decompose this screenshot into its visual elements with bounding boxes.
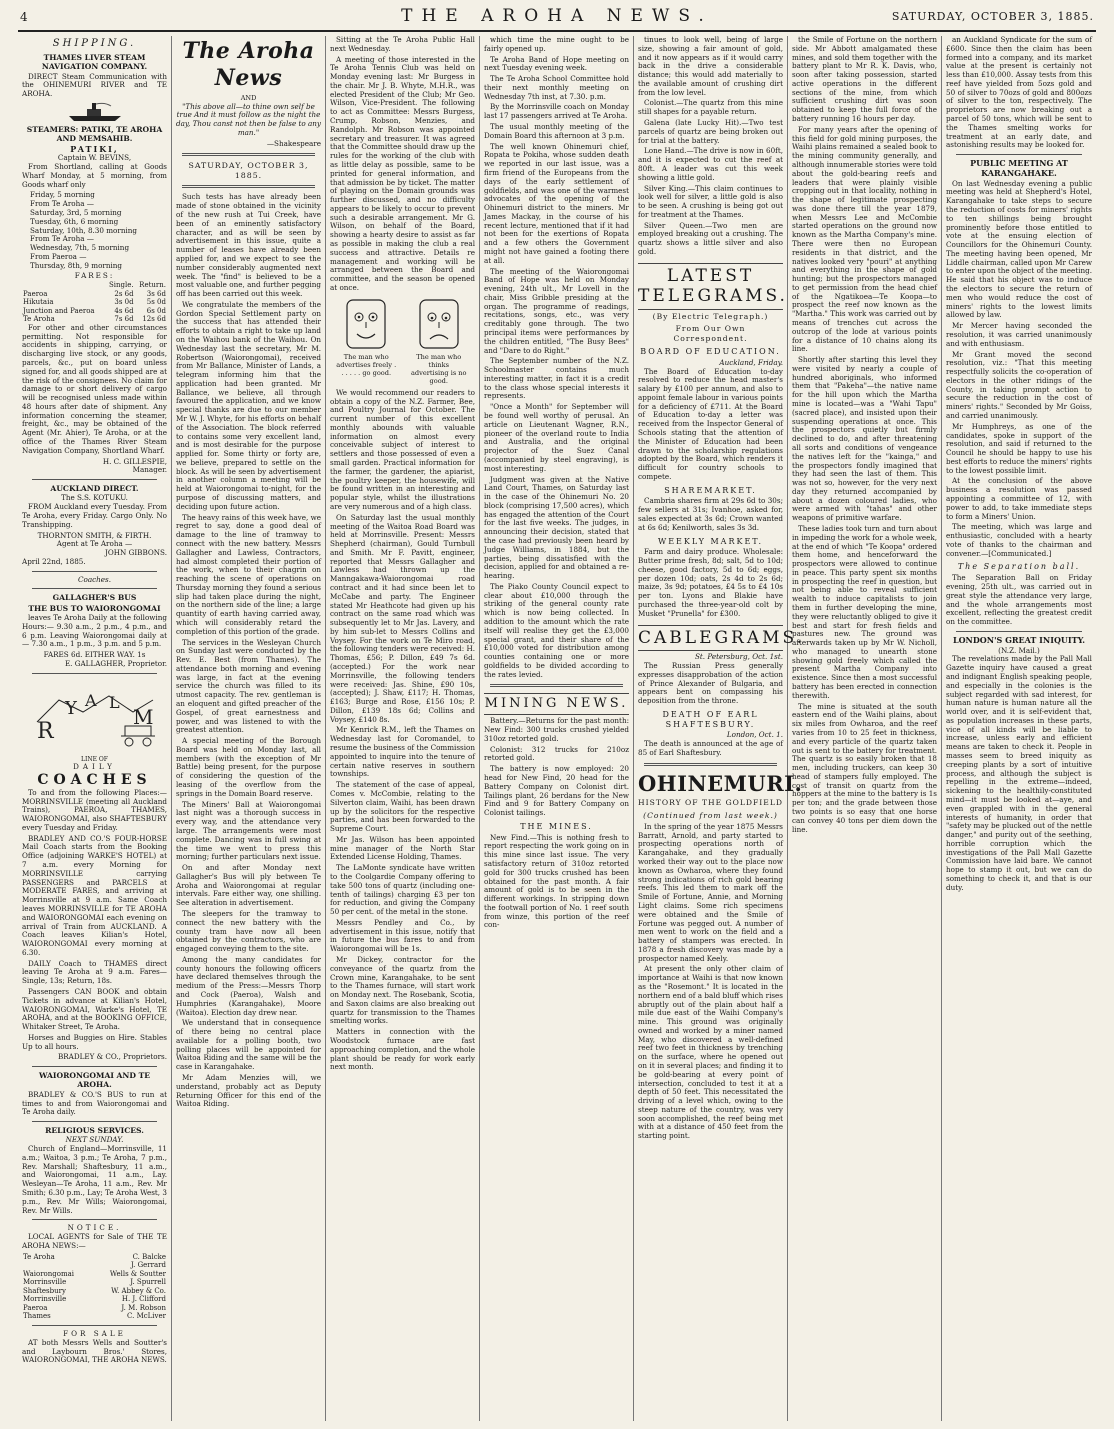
paragraph: The September number of the N.Z. Schoolmaster contains much interesting matter, in fact it is a credit to the class whose special interests it represents.	[484, 356, 629, 401]
board-heading: BOARD OF EDUCATION.	[640, 346, 781, 356]
agent-place: Waiorongomai	[23, 1269, 75, 1278]
table-row	[22, 1253, 167, 1262]
agent-place: Thames	[23, 1312, 51, 1321]
agent-place: Shaftesbury	[23, 1286, 66, 1295]
paragraph: Mr Humphreys, as one of the candidates, spoke in support of the resolution, and said if returned to the Council he should be happy to use his best efforts to reduce the miners' rights to the lowest possible limit.	[946, 421, 1092, 475]
paragraph: New Find.—This is nothing fresh to report respecting the work going on in this mine since last issue. The very satisfactory return of 310oz retorted gold for 300 trucks crushed has been obtained for the past month. A fair amount of gold is to be seen in the different workings. In stripping down the footwall portion of No. 1 reef south from winze, this portion of the reef con-	[484, 832, 629, 930]
divider	[32, 588, 157, 589]
paragraph: Farm and dairy produce. Wholesale: Butter prime fresh, 8d; salt, 5d to 10d; cheese, good factory, 5d to 6d; eggs, per dozen 10d; oats, 2s 4d to 2s 6d; maize, 3s 9d; potatoes, £4 5s to £4 10s per ton. Lyons and Blakie have purchased the three-year-old colt by Musket "Prunella" for £300.	[638, 547, 783, 618]
london-sub: (N.Z. Mail.)	[998, 645, 1040, 655]
paragraph: "Once a Month" for September will be found well worthy of perusal. An article on Lieutenant Wagner, R.N., pioneer of the overland route to India and Australia, and the original projector of the Suez Canal (accompanied by steel engraving), is most interesting.	[484, 402, 629, 473]
agent-place: Te Aroha	[23, 1252, 55, 1261]
page-number: 4	[20, 10, 29, 24]
weekly-market-heading: WEEKLY MARKET.	[657, 536, 763, 546]
kotuku-agent-name: JOHN GIBBONS.	[104, 548, 167, 558]
paragraph: Among the many candidates for county honours the following officers have declared themselves through the medium of the Press:—Messrs Thorp and Cock (Paeroa), Walsh and Humphries (Karangahake), Moore (Waitoa). Election day drew near.	[176, 954, 321, 1017]
agent-person: C. Balcke	[132, 1252, 166, 1261]
paragraph: The meeting of the Waiorongomai Band of Hope was held on Monday evening, 24th ult., Mr Lovell in the chair, Miss Gribble presiding at the organ. The programme of readings, recitations, songs, etc., was very creditably gone through. The two principal items were performances by the children entitled, "The Busy Bees" and "Dare to do Right."	[484, 266, 629, 355]
masthead	[18, 4, 1096, 32]
schedule-line: Tuesday, 6th, 6 morning	[30, 216, 119, 226]
schedule-line: Thursday, 8th, 9 morning	[30, 260, 122, 270]
divider	[32, 479, 157, 480]
fare-return: 3s 6d	[146, 289, 166, 298]
paper-title: THE AROHA NEWS.	[401, 6, 713, 26]
paragraph: Cambria shares firm at 29s 6d to 30s; few sellers at 31s; Ivanhoe, asked for, sales expected at 3s 6d; Crown wanted at 6s 6d; Kenilworth, sales 3s 3d.	[638, 496, 783, 532]
gallagher-heading: GALLAGHER'S BUS	[52, 593, 137, 603]
column-4	[480, 36, 634, 1421]
schedule-line: Saturday, 10th, 8.30 morning	[30, 225, 137, 235]
shipping-heading: SHIPPING.	[52, 38, 137, 49]
paragraph: Mr Kenrick R.M., left the Thames on Wednesday last for Coromandel, to resume the business of the Commission appointed to inquire into the tenure of certain native reserves in southern townships.	[330, 725, 475, 779]
fares-header-row	[22, 281, 167, 290]
table-row	[22, 1304, 167, 1313]
divider	[32, 1219, 157, 1220]
paragraph: Mr Grant moved the second resolution, viz.: "That this meeting respectfully solicits the co-operation of electors in the other ridings of the County, in taking prompt action to secure the reduction in the cost of miners' rights." Seconded by Mr Goiss, and carried unanimously.	[946, 349, 1092, 420]
mining-news-heading: MINING NEWS.	[484, 693, 629, 715]
fares-table	[22, 281, 167, 324]
schedule-line: From Te Aroha —	[30, 234, 94, 244]
paragraph: The Piako County Council expect to clear about £10,000 through the striking of the general county rate which is now being collected. In addition to the amount which the rate itself will realise they get the £3,000 special grant, and their share of the £10,000 voted for distribution among counties containing one or more goldfields to be divided according to the rates levied.	[484, 581, 629, 679]
divider	[32, 1325, 157, 1326]
paragraph: The mine is situated at the south eastern end of the Waihi plains, about six miles from Owharoa, and the reef varies from 10 to 25 feet in thickness, and every particle of the quartz taken out is sent to the battery for treatment. The quartz is so easily broken that 18 men, including truckers, can keep 30 head of stampers fully employed. The cost of transit on quartz from the hoppers at the mine to the battery is 1s per ton; and the grade between those two points is so easy that one horse can convey 40 tons per diem down the line.	[792, 701, 937, 834]
paragraph: Messrs Pendley and Co., by advertisement in this issue, notify that in future the bus fares to and from Waiorongomai will be 1s.	[330, 917, 475, 954]
paragraph: The LaMonte syndicate have written to the Coolgardie Company offering to take 500 tons of quartz (including one-tenth of tailings) charging £3 per ton for reduction, and giving the Company 50 per cent. of the metal in the stone.	[330, 863, 475, 917]
columns	[18, 36, 1096, 1421]
paragraph: Sitting at the Te Aroha Public Hall next Wednesday.	[330, 35, 475, 53]
column-6	[788, 36, 942, 1421]
latest-telegrams-heading: LATEST TELEGRAMS.	[638, 263, 783, 310]
shaftesbury-heading: DEATH OF EARL SHAFTESBURY.	[662, 709, 759, 729]
table-row	[22, 1270, 167, 1279]
paragraph: The revelations made by the Pall Mall Gazette inquiry have caused a great and indignant English speaking people, and especially in the colonies is the subject regarded with sad interest, for human nature is human nature all the world over, and it is self-evident that, as population increases in these parts, vice of all kinds will be liable to increase, unless early and efficient means are taken to check it. People in masses seem to breed iniquity as creeping plants by a sort of intuitive process, and although the subject is repelling in the extreme—indeed, sickening to the healthily-constituted mind—it must be looked at—aye, and even grappled with in the general interests of humanity, in order that "safety may be plucked out of the nettle danger," and purity out of the seething, horrible corruption which the investigations of the Pall Mall Gazette Commission have laid bare. We cannot hope to stamp it out, but we can do something to check it, and that is our duty.	[946, 654, 1092, 892]
fare-return: 5s 0d	[146, 298, 166, 307]
paragraph: By the Morrinsville coach on Monday last 17 passengers arrived at Te Aroha.	[484, 102, 629, 121]
fare-place: Junction and Paeroa	[23, 306, 95, 315]
paragraph: The meeting, which was large and enthusiastic, concluded with a hearty vote of thanks to the chairman and convener.—[Communicated.]	[946, 522, 1092, 558]
happy-face-panel	[336, 297, 396, 385]
paragraph: We congratulate the members of the Gordon Special Settlement party on the success that has attended their efforts to obtain a right to take up land on the Waihou bank of the Waihou. On Wednesday last the secretary, Mr M. Robertson (Waiorongomai), received from Mr Ballance, Minister of Lands, a telegram informing him that the application had been granted. Mr Ballance, we believe, all through favoured the application, and we know special thanks are due to our member Mr W. J. Whyte, for his efforts on behalf of the Association. The block referred to contains some very excellent land, and is most desirable for the purpose applied for. Some thirty or forty are, we believe, prepared to settle on the block. As will be seen by advertisement in another column a meeting will be held at Waiorongomai to-night, for the purpose of discussing matters, and deciding upon future action.	[176, 299, 321, 511]
paragraph: The Board of Education to-day resolved to reduce the head master's salary by £100 per annum, and also to appoint female labour in various points for a deficiency of £711. At the Board of Education to-day a letter was received from the Inspector General of Schools stating that the attention of the Minister of Education had been drawn to the scholarship regulations adopted by the Board, which renders it difficult for country schools to compete.	[638, 366, 783, 481]
paragraph: These ladies took turn and turn about in impeding the work for a whole week, at the end of which "Te Koopa" ordered them home, and henceforward the prospectors were allowed to continue in peace. This party spent six months in prospecting the reef in question, but not being able to reveal sufficient wealth to induce capitalists to join them in further developing the mine, they were reluctantly obliged to give it best and start for fresh fields and pastures new. The ground was afterwards taken up by Mr W. Nicholl, who managed to unearth stone showing gold freely which called the present Martha Company into existence. Since then a most successful battery has been erected in connection therewith.	[792, 523, 937, 700]
paragraph: Such tests has have already been made of stone obtained in the vicinity of the new rush at Tui Creek, have been of an eminently satisfactory character, and as will be seen by advertisement in this issue, quite a number of leases have already been applied for, and we expect to see the number considerably augmented next week. The "find" is believed to be a most valuable one, and further pegging off has been carried out this week.	[176, 192, 321, 299]
ohinemuri-subtitle: HISTORY OF THE GOLDFIELD	[638, 798, 783, 808]
divider	[956, 631, 1082, 632]
forsale-text: AT both Messrs Wells and Soutter's and Laybourn Bros.' Stores, WAIORONGOMAI, THE AROHA NEWS.	[22, 1337, 167, 1365]
gallagher-proprietor: E. GALLAGHER, Proprietor.	[64, 658, 167, 668]
paragraph: At present the only other claim of importance at Waihi is that now known as the "Rosemont." It is located in the northern end of a bald bluff which rises abruptly out of the plain about half a mile due east of the Waihi Company's mine. This ground was originally owned and worked by a miner named May, who discovered a well-defined reef two feet in thickness by trenching on the surface, where he opened out on it in several places; and finding it to be gold-bearing at every point of intersection, concluded to test it at a depth of 50 feet. This necessitated the driving of a level which, owing to the steep nature of the country, was very soon accomplished, the reef being met with at a distance of 450 feet from the starting point.	[638, 964, 783, 1141]
paragraph: For many years after the opening of this field for gold mining purposes, the Waihi plains remained a sealed book to the mining community generally, and although innumerable stories were told about the gold-bearing reefs and leaders that were plainly visible cropping out in that locality, nothing in the shape of legitimate prospecting was done there till the year 1879, when Messrs Lee and McCombie started operations on the ground now known as the Martha Company's mine. There were then no European residents in that district, and the natives looked very "pouri" at anything and everything in the shape of gold hunting; but the prospectors managed to get permission from the head chief of the Ngatikoea—Te Koopa—to prospect the reef now known as the "Martha." This work was carried out by means of trenches cut across the outcrop of the lode at various points for a distance of 10 chains along its line.	[792, 124, 937, 354]
paragraph: Shortly after starting this level they were visited by nearly a couple of hundred aboriginals, who informed them that "Pakeha"—the native name for the hill upon which the Martha mine is located—was a "Wahi Tapu" (sacred place), and insisted upon their suspending operations at once. This the prospectors quietly but firmly declined to do, and after threatening all sorts and conditions of vengeance the natives left for the "kainga," and the prospectors fondly imagined that they had seen the last of them. This was not so, however, for the very next day they returned accompanied by about a dozen coloured ladies, who were armed with "tahas" and other weapons of primitive warfare.	[792, 355, 937, 523]
patiki-name: PATIKI,	[70, 143, 119, 154]
table-row	[22, 307, 167, 316]
column-5	[634, 35, 805, 1421]
paragraph: A meeting of those interested in the Te Aroha Tennis Club was held on Monday evening last: Mr Burgess in the chair. Mr J. B. Whyte, M.H.R., was elected President of the Club; Mr Geo. Wilson, Vice-President. The following to act as Committee: Messrs Burgess, Crump, Robson, Menzies, and Randolph. Mr Robson was appointed secretary and treasurer. It was agreed that the Committee should draw up the rules for the working of the club with as little delay as possible, same to be printed for general information, and that admission be by ticket. The matter of playing on the Domain grounds was further discussed, and no difficulty appears to be likely to occur to prevent such a desirable arrangement. Mr G. Wilson, on behalf of the Board, showing a hearty desire to assist as far as possible in making the club a real success and attractive. Details re management and working will be arranged between the Board and committee, and the season be opened at once.	[330, 54, 475, 292]
paragraph: Colonist: 312 trucks for 210oz retorted gold.	[484, 744, 629, 763]
svg-text:Y: Y	[64, 697, 77, 719]
divider	[490, 684, 623, 687]
divider	[32, 673, 157, 674]
table-row	[22, 1278, 167, 1287]
forsale-heading: FOR SALE	[63, 1328, 126, 1338]
fares-col-return: Return.	[139, 281, 166, 290]
shaftesbury-place: London, Oct. 1.	[726, 730, 783, 740]
paragraph: At the conclusion of the above business a resolution was passed appointing a committee of 12, with power to add, to take immediate steps to form a Miners' Union.	[946, 476, 1092, 521]
royal-mail-coach-emblem	[25, 678, 165, 754]
divider	[644, 763, 777, 766]
next-sunday: NEXT SUNDAY.	[65, 1135, 124, 1145]
divider	[32, 1121, 157, 1122]
table-row	[22, 1261, 167, 1270]
table-row	[22, 1287, 167, 1296]
steamer-icon	[65, 102, 125, 122]
fare-place: Hikutaia	[23, 298, 54, 307]
fare-return: 12s 6d	[142, 315, 166, 324]
divider	[182, 185, 315, 188]
editorial-dateline: SATURDAY, OCTOBER 3, 1885.	[188, 161, 309, 180]
happy-face-caption: The man who advertises freely . . . . . . go good.	[336, 352, 397, 377]
mail-line-of: LINE OF	[81, 755, 108, 763]
agent-role: Manager.	[132, 465, 167, 475]
editorial-and: AND	[240, 93, 257, 102]
paragraph: The battery is now employed: 20 head for New Find, 20 head for the Battery Company on Colonist dirt. Tailings plant, 26 berdans for the New Find and 9 for Battery Company on Colonist tailings.	[484, 764, 629, 818]
paragraph: the Smile of Fortune on the northern side. Mr Abbott amalgamated these mines, and sold them together with the battery plant to Mr R. K. Davis, who, soon after taking possession, started active operations in the different sections of the mine, from which sufficient crushing dirt was soon obtained to keep the full force of the battery running 16 hours per day.	[792, 35, 937, 124]
issue-date: SATURDAY, OCTOBER 3, 1885.	[891, 10, 1094, 23]
paragraph: The statement of the case of appeal, Comes v. McCombie, relating to the Silverton claim, Waihi, has been drawn up by the solicitors for the respective parties, and has been forwarded to the Supreme Court.	[330, 780, 475, 834]
schedule-line: Saturday, 3rd, 5 morning	[30, 207, 122, 217]
sad-face-caption: The man who thinks advertising is no good.	[410, 352, 467, 385]
shipping-notice-text: For other and other circumstances permitting. Not responsible for accidents in shipping, carrying, or discharging live stock, or any goods, parcels, &c., put on board unless signed for, and all goods shipped are at the risk of the consignees. No claim for damage to or short delivery of cargo will be recognised unless made within 48 hours after date of shipment. Any information concerning the steamer, freight, &c., may be obtained of the Agent (Mr. Ahier), Te Aroha, or at the office of the Thames River Steam Navigation Company, Shortland Wharf.	[22, 322, 167, 455]
cablegrams-heading: CABLEGRAMS.	[638, 625, 783, 652]
column-3	[326, 36, 480, 1421]
agent-name: H. C. GILLESPIE,	[102, 456, 167, 466]
agents-table	[22, 1253, 167, 1321]
paragraph: The usual monthly meeting of the Domain Board this afternoon at 3 p.m.	[484, 122, 629, 140]
schedule-line: Friday, 5 morning	[30, 190, 95, 200]
divider	[956, 154, 1082, 155]
editorial-title: The Aroha News	[182, 38, 315, 91]
paragraph: The Russian Press generally expresses disapprobation of the action of Prince Alexander of Bulgaria, and appears bent on compassing his deposition from the throne.	[638, 661, 783, 706]
paragraph: On and after Monday next Gallagher's Bus will ply between Te Aroha and Waiorongomai at regular intervals. Fare either way, one shilling. See alteration in advertisement.	[176, 863, 321, 908]
paragraph: which time the mine ought to be fairly opened up.	[484, 35, 629, 53]
column-1-shipping	[18, 36, 172, 1421]
schedule-intro: From Shortland, calling at Goods Wharf Monday, at 5 morning, from Goods wharf only	[22, 162, 167, 189]
telegrams-sub: (By Electric Telegraph.)	[652, 312, 769, 322]
paragraph: Judgment was given at the Native Land Court, Thames, on Saturday last in the case of the Ohinemuri No. 20 block (comprising 17,500 acres), which has engaged the attention of the Court for the last five weeks. The judges, in announcing their decision, stated that the case had previously been heard by Judge Williams, in 1884, but the parties, being dissatisfied with the decision, applied for and obtained a re-hearing.	[484, 474, 629, 581]
fare-single: 4s 6d	[114, 306, 134, 315]
fare-place: Te Aroha	[23, 315, 55, 324]
kotuku-name: The S.S. KOTUKU.	[61, 493, 128, 503]
public-meeting-heading: PUBLIC MEETING AT KARANGAHAKE.	[970, 158, 1068, 178]
editorial-motto: "This above all—to thine own self be true And it must follow as the night the day, Thou canst not then be false to any man."	[176, 101, 321, 137]
kotuku-agents: THORNTON SMITH, & FIRTH.	[37, 530, 152, 540]
divider	[32, 571, 157, 572]
fare-single: 2s 6d	[114, 289, 134, 298]
paragraph: Silver Queen.—Two men are employed breaking out a crushing. The quartz shows a little silver and also gold.	[638, 220, 783, 256]
cable-place: St. Petersburg, Oct. 1st.	[694, 652, 783, 662]
fares-heading: FARES:	[74, 271, 115, 281]
schedule-line: From Paeroa —	[30, 251, 87, 261]
religious-text: Church of England—Morrinsville, 11 a.m.; Waitoa, 3 p.m.; Te Aroha, 7 p.m., Rev. Marshall; Shaftesbury, 11 a.m., and Waiorongomai, 11 a.m., Lay. Wesleyan—Te Aroha, 11 a.m., Rev. Mr Smith; 6.30 p.m., Lay; Te Aroha West, 3 p.m., Rev. Mr Wills; Waiorongomai, Rev. Mr Wills.	[22, 1144, 167, 1215]
gallagher-fares: FARES 6d. EITHER WAY. 1s	[43, 650, 146, 660]
paragraph: On Saturday last the usual monthly meeting of the Waitoa Road Board was held at Morrinsville. Present: Messrs Shepherd (chairman), Gould Turnbull and Smith. Mr F. Pavitt, engineer, reported that Messrs Gallagher and Lawless had thrown up the Manngakawa-Waiorongomai road contract and it had since been let to McCabe and party. The Engineer stated Mr Heathcote had given up his contract on the same road which was subsequently let to Mr Jas. Lavery, and by him sub-let to Messrs Collins and Voysey. For the work on Te Miro road, the following tenders were received: H. Thomas, £56; P. Dillon, £49 7s 6d. (accepted.) For the work near Morrinsville, the following tenders were received: Jas. Shine, £90 10s, (accepted); J. Shaw, £117; H. Thomas, £163; Burge and Rose, £156 10s; P. Dillon, £139 18s 6d; Collins and Voysey, £140 8s.	[330, 512, 475, 724]
sharemarket-heading: SHAREMARKET.	[664, 485, 757, 495]
paragraph: Mr Dickey, contractor for the conveyance of the quartz from the Crown mine, Karangahake, to be sent to the Thames furnace, will start work on Monday next. The Rosebank, Scotia, and Saxon claims are also breaking out quartz for transmission to the Thames smelting works.	[330, 955, 475, 1026]
agent-person: J. Spurrell	[130, 1278, 166, 1287]
schedule-line: From Te Aroha —	[30, 199, 94, 209]
mail-daily: DAILY	[73, 761, 116, 771]
table-row	[22, 1312, 167, 1321]
paragraph: Mr Adam Menzies will, we understand, probably act as Deputy Returning Officer for this end of the Waitoa Riding.	[176, 1073, 321, 1109]
sad-face-panel	[409, 297, 469, 385]
agent-person: J. M. Robson	[121, 1303, 166, 1312]
kotuku-agent-at: Agent at Te Aroha —	[56, 539, 133, 549]
svg-text:R: R	[36, 718, 54, 744]
the-mines-heading: THE MINES.	[520, 821, 593, 831]
separation-ball-heading: The Separation ball.	[957, 562, 1081, 572]
table-row	[22, 1295, 167, 1304]
divider	[182, 153, 315, 156]
agent-place: Paeroa	[23, 1303, 48, 1312]
schedule-lines	[22, 191, 167, 270]
schedule-line: Wednesday, 7th, 5 morning	[30, 243, 130, 253]
notice-agents-text: LOCAL AGENTS for Sale of THE TE AROHA NEWS:—	[22, 1232, 167, 1250]
paragraph: The services in the Wesleyan Church on Sunday last were conducted by the Rev. E. Best (from Thames). The attendance both morning and evening was large, in fact at the evening service the church was filled to its utmost capacity. The rev. gentleman is an eloquent and gifted preacher of the Gospel, of great earnestness and power, and was listened to with the greatest attention.	[176, 637, 321, 735]
fare-single: 7s 6d	[114, 315, 134, 324]
agent-place	[22, 1261, 91, 1270]
mail-coaches: COACHES	[37, 771, 152, 788]
advertising-faces-illustration	[330, 297, 475, 385]
paragraph: Galena (late Lucky Hit).—Two test parcels of quartz are being broken out for trial at the battery.	[638, 118, 783, 145]
bradley-proprietors: BRADLEY & CO., Proprietors.	[57, 1052, 167, 1062]
agent-person: C. McLiver	[127, 1312, 166, 1321]
paragraph: The Separation Ball on Friday evening, 25th ult., was carried out in great style the attendance very large, and the whole arrangements most excellent, reflecting the greatest credit on the committee.	[946, 573, 1092, 627]
ohinemuri-continued: (Continued from last week.)	[643, 810, 778, 820]
paragraph: The Te Aroha School Committee hold their next monthly meeting on Wednesday 7th inst, at 7.30. p.m.	[484, 74, 629, 101]
bus-heading: WAIORONGOMAI AND TE AROHA.	[38, 1071, 151, 1090]
telegrams-from: From Our Own Correspondent.	[673, 324, 748, 343]
bus-text: BRADLEY & CO.'S BUS to run at times to and from Waiorongomai and Te Aroha daily.	[22, 1089, 167, 1117]
kotuku-date: April 22nd, 1885.	[22, 556, 86, 566]
patiki-captain: Captain W. BEVINS,	[57, 153, 132, 163]
paragraph: The Miners' Ball at Waiorongomai last night was a thorough success in every way, and the attendance very large. The arrangements were most complete. Dancing was in full swing at the time we went to press this morning; further particulars next issue.	[176, 799, 321, 862]
frowning-face-icon	[417, 297, 461, 351]
gallagher-text: leaves Te Aroha Daily at the following Hours:— 9.30 a.m., 2 p.m., 4 p.m., and 6 p.m. Leaving Waiorongomai daily at— 7.30 a.m., 1 p.m., 3 p.m. and 5 p.m.	[22, 612, 167, 649]
paragraph: Lone Hand.—The drive is now in 60ft, and it is expected to cut the reef at 80ft. A leader was cut this week showing a little gold.	[638, 146, 783, 182]
board-place: Auckland, Friday.	[719, 357, 783, 367]
agent-person: H. J. Clifford	[121, 1295, 166, 1304]
svg-text:M: M	[132, 704, 153, 729]
daily-coach-text: DAILY Coach to THAMES direct leaving Te Aroha at 9 a.m. Fares—Single, 13s; Return, 18s.	[22, 958, 167, 986]
smiling-face-icon	[344, 297, 388, 351]
paragraph: The death is announced at the age of 85 of Earl Shaftesbury.	[638, 739, 783, 758]
kotuku-text: FROM Auckland every Tuesday. From Te Aroha, every Friday. Cargo Only. No Transhipping.	[22, 502, 167, 529]
motto-attribution: —Shakespeare	[266, 138, 321, 148]
paragraph: Colonist.—The quartz from this mine still shapes for a payable return.	[638, 98, 783, 117]
auckland-direct-heading: AUCKLAND DIRECT.	[50, 484, 139, 494]
religious-heading: RELIGIOUS SERVICES.	[45, 1126, 144, 1136]
fares-col-single: Single.	[108, 281, 134, 290]
ohinemuri-heading: OHINEMURI.	[638, 770, 803, 796]
paragraph: Te Aroha Band of Hope meeting on next Tuesday evening week.	[484, 54, 629, 73]
booking-text: Passengers CAN BOOK and obtain Tickets in advance at Kilian's Hotel, WAIORONGOMAI, Warke's Hotel, TE AROHA, and at the BOOKING OFFICE, Whitaker Street, Te Aroha.	[22, 986, 167, 1032]
agent-place: Morrinsville	[23, 1295, 67, 1304]
fare-return: 6s 0d	[146, 306, 166, 315]
paragraph: an Auckland Syndicate for the sum of £600. Since then the claim has been formed into a company, and its market value at the present is certainly not less than £10,000. Assay tests from this reef have yielded from 5ozs gold and 50 of silver to 70ozs of gold and 800ozs of silver to the ton, respectively. The proprietors are now breaking out a parcel of 50 tons, which will be sent to the Thames smelting works for treatment at an early date, and astonishing results may be looked for.	[946, 35, 1092, 150]
paragraph: Mr Jas. Wilson has been appointed mine manager of the North Star Extended License Holding, Thames.	[330, 834, 475, 862]
table-row	[22, 298, 167, 307]
divider	[32, 1066, 157, 1067]
paragraph: tinues to look well, being of large size, showing a fair amount of gold, and it now appears as if it would carry back in the drive a considerable distance; this would add materially to the available amount of crushing dirt from the low level.	[638, 35, 783, 97]
paragraph: We would recommend our readers to obtain a copy of the N.Z. Farmer, Bee, and Poultry Journal for October. The current number of this excellent monthly abounds with valuable information on almost every conceivable subject of interest to settlers and those possessed of even a small garden. Practical information for the farmer, the gardener, the apiarist, the poultry keeper, the housewife, will be found written in an interesting and popular style, whilst the illustrations are very numerous and of a high class.	[330, 387, 475, 511]
column-2-editorial	[172, 36, 326, 1421]
fare-single: 3s 0d	[114, 298, 134, 307]
fare-place: Paeroa	[23, 289, 48, 298]
svg-text:A: A	[84, 690, 97, 710]
steamers-list: STEAMERS: PATIKI, TE AROHA AND MEMSAHIB.	[26, 125, 163, 144]
paragraph: Battery.—Returns for the past month: New Find: 300 trucks crushed yielded 310oz retorted gold.	[484, 716, 629, 743]
paragraph: Matters in connection with the Woodstock furnace are fast approaching completion, and the whole plant should be ready for work early next month.	[330, 1027, 475, 1072]
horses-text: Horses and Buggies on Hire. Stables Up to all hours.	[22, 1032, 167, 1051]
column-7	[942, 36, 1096, 1421]
mail-text: To and from the following Places:— MORRINSVILLE (meeting all Auckland Trains), PAEROA, THAMES, WAIORONGOMAI, also SHAFTESBURY every Tuesday and Friday.	[22, 787, 167, 832]
agent-person: J. Gerrard	[130, 1261, 166, 1270]
agent-person: Wells & Soutter	[109, 1269, 166, 1278]
agent-person: W. Abbey & Co.	[111, 1286, 166, 1295]
coaches-heading: Coaches.	[78, 574, 111, 584]
paragraph: On last Wednesday evening a public meeting was held at Shepherd's Hotel, Karangahake to take steps to secure the reduction of costs for miners' rights to ten shillings being brought prominently before those entitled to vote at the ensuing election of Councillors for the Ohinemuri County. The meeting having been opened, Mr Liddle chairman, called upon Mr Carew to enter upon the object of the meeting. He said that his object was to induce the electors to secure the return of men who would reduce the cost of miners' rights to the lowest limits allowed by law.	[946, 178, 1092, 320]
gallagher-sub: THE BUS TO WAIORONGOMAI	[28, 603, 161, 613]
paragraph: The heavy rains of this week have, we regret to say, done a good deal of damage to the line of tramway to connect with the new battery. Messrs Gallagher and Lawless, Contractors, had almost completed their portion of the work, when to their chagrin on reaching the scene of operations on Thursday morning they found a serious slip had taken place during the night, on the northern side of the line; a large quantity of earth having carried away, which will considerably retard the completion of this portion of the grade.	[176, 512, 321, 636]
agent-place: Morrinsville	[23, 1278, 67, 1287]
paragraph: A special meeting of the Borough Board was held on Monday last, all members (with the exception of Mr Battle) being present, for the purpose of considering the question of the leasing of the overflow from the springs in the Domain Board reserve.	[176, 736, 321, 798]
table-row	[22, 290, 167, 299]
paragraph: The well known Ohinemuri chief, Ropata te Pokiha, whose sudden death we reported in our last issue, was a firm friend of the Europeans from the days of the early settlement of goldfields, and was one of the warmest advocates of the opening of the Ohinemuri district to the miners. Mr James Mackay, in the course of his recent lecture, mentioned that if it had not been for the exertions of Ropata and a few others the Government might not have gained a footing there at all.	[484, 141, 629, 265]
company-name: THAMES LIVER STEAM NAVIGATION COMPANY.	[41, 53, 148, 72]
svg-text:L: L	[108, 692, 120, 712]
london-heading: LONDON'S GREAT INIQUITY.	[952, 634, 1086, 645]
paragraph: Mr Mercer having seconded the resolution, it was carried unanimously and with enthusiasm.	[946, 321, 1092, 348]
company-intro: DIRECT Steam Communication with the OHINEMURI RIVER and TE AROHA.	[22, 71, 167, 99]
paragraph: The sleepers for the tramway to connect the new battery with the county tram have now all been obtained by the contractors, who are engaged conveying them to the site.	[176, 908, 321, 954]
paragraph: We understand that in consequence of there being no central place available for a polling booth, two polling places will be appointed for Waitoa Riding and the same will be the case in Karangahake.	[176, 1018, 321, 1072]
paragraph: Silver King.—This claim continues to look well for silver, a little gold is also to be seen. A crushing is being got out for treatment at the Thames.	[638, 183, 783, 219]
paragraph: In the spring of the year 1875 Messrs Barratt, Arnold, and party started to prospecting operations north of Karangahake, and they gradually worked their way out to the place now known as Owharoa, where they found strong indications of rich gold bearing reefs. This led them to mark off the Smile of Fortune, Annie, and Morning Light claims. Some rich specimens were obtained and the Smile of Fortune was pegged out. A number of men went to work on the field and a battery of stampers was erected. In 1878 a fresh discovery was made by a prospector named Keely.	[638, 821, 783, 963]
notice-heading: NOTICE.	[67, 1223, 122, 1233]
bradley-text: BRADLEY AND CO.'S FOUR-HORSE Mail Coach starts from the Booking Office (adjoining WARKE'S HOTEL) at 7 a.m. every Morning for MORRINSVILLE carrying PASSENGERS and PARCELS at MODERATE FARES, and arriving at Morrinsville at 9 a.m. Same Coach leaves MORRINSVILLE for TE AROHA and WAIORONGOMAI each evening on arrival of Train from AUCKLAND. A Coach leaves Kilian's Hotel, WAIORONGOMAI every morning at 6.30.	[22, 833, 167, 957]
